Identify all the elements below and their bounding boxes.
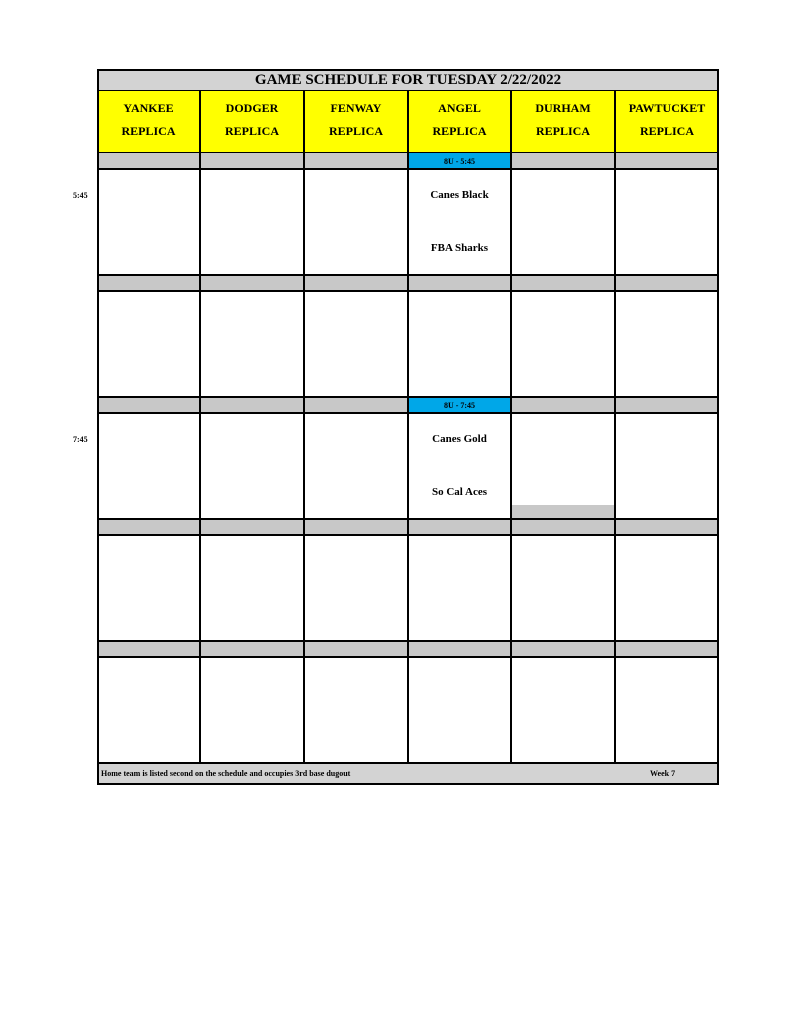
schedule-footer — [97, 763, 719, 785]
game-cell-pawtucket — [615, 657, 719, 763]
time-label: 7:45 — [73, 435, 88, 444]
game-cell-durham — [511, 413, 615, 519]
slot-header — [97, 275, 200, 291]
slot-header — [615, 641, 719, 657]
field-header-yankee — [97, 91, 200, 153]
column-rule — [199, 91, 201, 763]
slot-header — [304, 275, 408, 291]
border-bottom — [97, 783, 719, 785]
game-cell-fenway — [304, 413, 408, 519]
game-cell-pawtucket — [615, 169, 719, 275]
week-label: Week 7 — [650, 769, 676, 778]
game-cell-pawtucket — [615, 535, 719, 641]
game-cell-angel — [408, 413, 511, 519]
field-name: PAWTUCKET — [628, 101, 706, 115]
field-header-fenway — [304, 91, 408, 153]
game-cell-yankee — [97, 169, 200, 275]
slot-header — [200, 397, 304, 413]
slot-header — [511, 153, 615, 169]
game-cell-angel — [408, 169, 511, 275]
game-cell-dodger — [200, 169, 304, 275]
rule-footer — [97, 762, 719, 764]
rule-slot — [97, 640, 719, 642]
column-rule — [510, 91, 512, 763]
rule-slot — [97, 290, 719, 292]
field-subtitle: REPLICA — [224, 124, 279, 138]
game-cell-yankee — [97, 413, 200, 519]
slot-header — [511, 397, 615, 413]
field-header-dodger — [200, 91, 304, 153]
slot-header — [615, 153, 719, 169]
game-cell-fenway — [304, 535, 408, 641]
rule-slot — [97, 656, 719, 658]
slot-header — [304, 519, 408, 535]
field-name: YANKEE — [123, 101, 174, 115]
game-cell-pawtucket — [615, 413, 719, 519]
empty-gray-patch — [511, 505, 615, 519]
game-cell-angel — [408, 657, 511, 763]
slot-header — [304, 153, 408, 169]
field-header-durham — [511, 91, 615, 153]
slot-header — [511, 519, 615, 535]
game-cell-durham — [511, 169, 615, 275]
rule-slot — [97, 274, 719, 276]
schedule-title: GAME SCHEDULE FOR TUESDAY 2/22/2022 — [97, 69, 719, 91]
rule-slot — [97, 412, 719, 414]
slot-header — [304, 641, 408, 657]
field-subtitle: REPLICA — [535, 124, 590, 138]
column-rule — [407, 91, 409, 763]
border-top — [97, 69, 719, 71]
game-cell-durham — [511, 657, 615, 763]
slot-header — [97, 153, 200, 169]
away-team: Canes Gold — [432, 433, 487, 445]
game-cell-yankee — [97, 291, 200, 397]
game-cell-durham — [511, 535, 615, 641]
column-rule — [303, 91, 305, 763]
column-rule — [614, 91, 616, 763]
rule-slot — [97, 518, 719, 520]
slot-header — [511, 275, 615, 291]
slot-header — [97, 397, 200, 413]
game-cell-dodger — [200, 535, 304, 641]
slot-header — [200, 519, 304, 535]
slot-header — [408, 641, 511, 657]
slot-header — [511, 641, 615, 657]
schedule-table — [97, 69, 719, 785]
away-team: Canes Black — [430, 189, 489, 201]
slot-header — [615, 275, 719, 291]
field-subtitle: REPLICA — [639, 124, 694, 138]
field-name: DURHAM — [535, 101, 591, 115]
game-cell-yankee — [97, 657, 200, 763]
border-left — [97, 69, 99, 785]
field-header-angel — [408, 91, 511, 153]
game-cell-angel — [408, 291, 511, 397]
slot-header — [200, 153, 304, 169]
slot-header — [200, 275, 304, 291]
slot-header — [200, 641, 304, 657]
game-cell-angel — [408, 535, 511, 641]
slot-header — [408, 519, 511, 535]
field-header-pawtucket — [615, 91, 719, 153]
rule-slot — [97, 168, 719, 170]
game-cell-pawtucket — [615, 291, 719, 397]
field-subtitle: REPLICA — [432, 124, 487, 138]
slot-header — [408, 275, 511, 291]
game-cell-fenway — [304, 291, 408, 397]
game-cell-fenway — [304, 657, 408, 763]
home-team: So Cal Aces — [432, 486, 487, 498]
footer-note: Home team is listed second on the schedule and occupies 3rd base dugout — [101, 769, 351, 778]
game-cell-dodger — [200, 413, 304, 519]
rule-slot — [97, 534, 719, 536]
game-cell-dodger — [200, 657, 304, 763]
game-cell-yankee — [97, 535, 200, 641]
border-right — [717, 69, 719, 785]
rule-slot — [97, 396, 719, 398]
slot-header — [304, 397, 408, 413]
field-subtitle: REPLICA — [121, 124, 176, 138]
field-name: DODGER — [225, 101, 279, 115]
field-subtitle: REPLICA — [328, 124, 383, 138]
slot-header — [615, 519, 719, 535]
slot-header — [97, 641, 200, 657]
game-cell-fenway — [304, 169, 408, 275]
field-name: FENWAY — [330, 101, 382, 115]
field-name: ANGEL — [438, 101, 481, 115]
time-label: 5:45 — [73, 191, 88, 200]
game-cell-dodger — [200, 291, 304, 397]
slot-header — [97, 519, 200, 535]
game-cell-durham — [511, 291, 615, 397]
slot-header: 8U - 7:45 — [408, 397, 511, 413]
home-team: FBA Sharks — [430, 242, 489, 254]
slot-header: 8U - 5:45 — [408, 153, 511, 169]
slot-header — [615, 397, 719, 413]
